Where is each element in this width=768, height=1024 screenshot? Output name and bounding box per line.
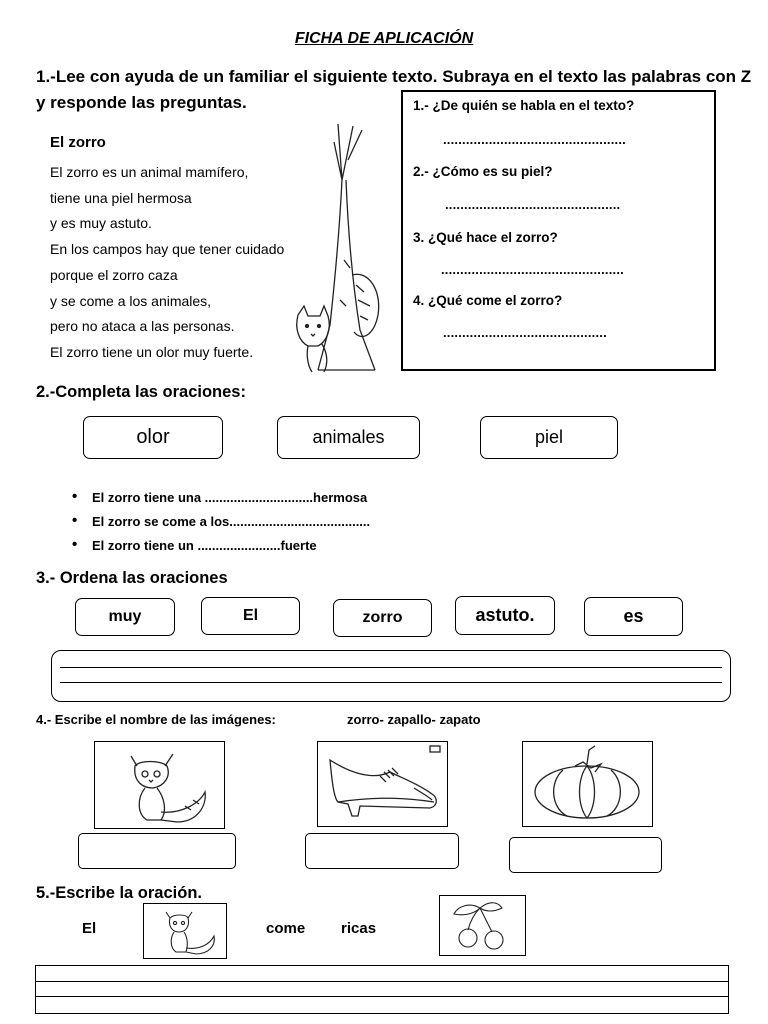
section4-heading: 4.- Escribe el nombre de las imágenes: (36, 712, 276, 727)
cherries-icon (440, 896, 524, 954)
word-card-el: El (201, 597, 300, 635)
section1-instruction: 1.-Lee con ayuda de un familiar el siguiente texto. Subraya en el texto las palabras con Z y responde las preguntas. (36, 67, 752, 112)
question-2: 2.- ¿Cómo es su piel? (413, 164, 553, 179)
word-card-piel: piel (480, 416, 618, 459)
story-line: El zorro es un animal mamífero, (50, 164, 249, 180)
pumpkin-icon (523, 742, 651, 825)
answer-box-shoe[interactable] (305, 833, 459, 869)
sentence-answer-box[interactable] (35, 965, 729, 1014)
word-card-zorro: zorro (333, 599, 432, 637)
answer-line-3[interactable]: ................................................ (441, 262, 624, 277)
sentence-word-el: El (82, 920, 97, 937)
sentence-3: • El zorro tiene un .......................fuerte (92, 538, 317, 553)
section2-heading: 2.-Completa las oraciones: (36, 383, 246, 401)
shoe-picture (317, 741, 448, 827)
cherries-picture (439, 895, 526, 956)
sentence-word-come: come (266, 920, 306, 937)
word-card-es: es (584, 597, 683, 636)
story-line: El zorro tiene un olor muy fuerte. (50, 343, 254, 360)
shoe-icon (318, 742, 446, 825)
question-3: 3. ¿Qué hace el zorro? (413, 230, 558, 245)
section5-heading: 5.-Escribe la oración. (36, 884, 202, 902)
answer-box-pumpkin[interactable] (509, 837, 662, 873)
word-card-muy: muy (75, 598, 175, 636)
sentence-word-ricas: ricas (341, 920, 377, 937)
pumpkin-picture (522, 741, 653, 827)
section3-heading: 3.- Ordena las oraciones (36, 569, 228, 587)
word-card-animales: animales (277, 416, 420, 459)
question-4: 4. ¿Qué come el zorro? (413, 293, 563, 308)
story-title: El zorro (50, 134, 106, 151)
question-1: 1.- ¿De quién se habla en el texto? (413, 98, 635, 113)
answer-line-2[interactable]: .............................................. (445, 197, 621, 212)
story-line: pero no ataca a las personas. (50, 318, 235, 335)
ordered-sentence-answer-box[interactable] (51, 650, 731, 702)
word-card-olor: olor (83, 416, 223, 459)
questions-box (401, 90, 716, 371)
fox-small-picture (143, 903, 227, 959)
story-line: porque el zorro caza (50, 266, 178, 283)
word-card-astuto: astuto. (455, 596, 555, 635)
story-line: tiene una piel hermosa (50, 189, 192, 206)
story-line: En los campos hay que tener cuidado (50, 241, 285, 258)
sentence-1: • El zorro tiene una ..............................hermosa (92, 490, 367, 505)
worksheet-title: FICHA DE APLICACIÓN (294, 30, 474, 47)
answer-line-1[interactable]: ................................................ (443, 132, 626, 147)
answer-box-fox[interactable] (78, 833, 236, 869)
story-text (50, 160, 284, 366)
tree-fox-illustration (290, 120, 395, 375)
fox-picture (94, 741, 225, 829)
fox-icon (95, 742, 223, 827)
fox-small-icon (144, 904, 225, 957)
story-line: y es muy astuto. (50, 215, 152, 232)
sentence-2: • El zorro se come a los....................................... (92, 514, 370, 529)
section4-options: zorro- zapallo- zapato (347, 712, 481, 727)
answer-line-4[interactable]: ........................................... (443, 325, 607, 340)
story-line: y se come a los animales, (50, 292, 212, 309)
